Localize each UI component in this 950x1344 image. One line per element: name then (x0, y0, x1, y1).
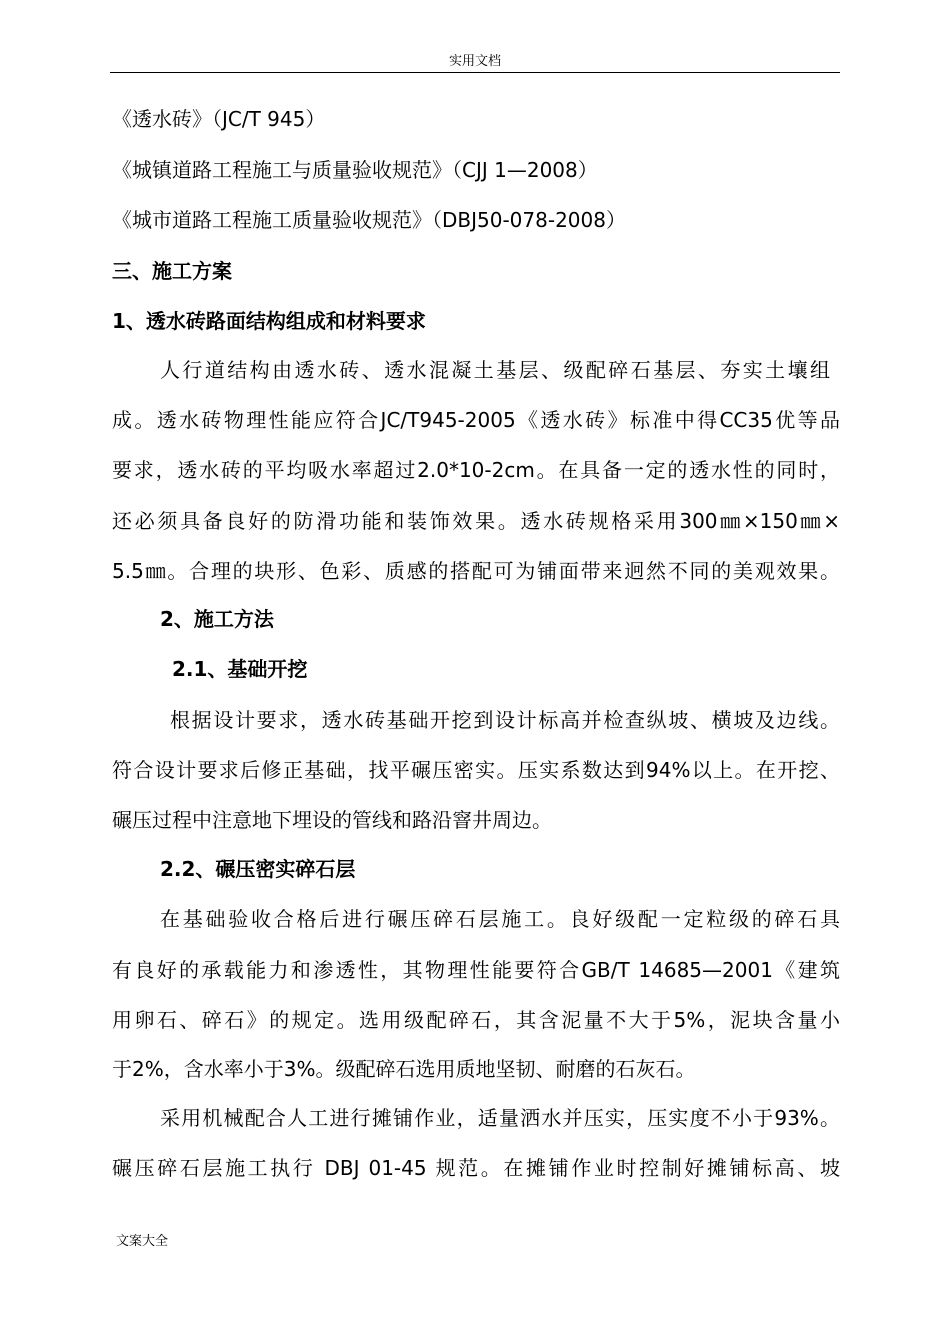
subsection-heading: 1、透水砖路面结构组成和材料要求 (112, 309, 426, 333)
paragraph-line: 采用机械配合人工进行摊铺作业，适量洒水并压实，压实度不小于93%。 (160, 1106, 840, 1130)
paragraph-line: 在基础验收合格后进行碾压碎石层施工。良好级配一定粒级的碎石具 (160, 907, 840, 931)
section-heading: 三、施工方案 (112, 259, 232, 283)
subsection-heading: 2、施工方法 (160, 607, 274, 631)
paragraph-line: 要求，透水砖的平均吸水率超过2.0*10-2cm。在具备一定的透水性的同时， (112, 458, 840, 482)
paragraph-line: 成。透水砖物理性能应符合JC/T945-2005《透水砖》标准中得CC35优等品 (112, 408, 840, 432)
subsection-heading: 2.1、基础开挖 (172, 657, 308, 681)
paragraph-line: 根据设计要求，透水砖基础开挖到设计标高并检查纵坡、横坡及边线。 (170, 708, 840, 732)
reference-line: 《透水砖》（JC/T 945） (112, 107, 326, 131)
paragraph-line: 碾压碎石层施工执行 DBJ 01-45 规范。在摊铺作业时控制好摊铺标高、坡 (112, 1156, 840, 1180)
paragraph-line: 用卵石、碎石》的规定。选用级配碎石，其含泥量不大于5%，泥块含量小 (112, 1008, 840, 1032)
paragraph-line: 还必须具备良好的防滑功能和装饰效果。透水砖规格采用300㎜×150㎜× (112, 509, 840, 533)
paragraph-line: 人行道结构由透水砖、透水混凝土基层、级配碎石基层、夯实土壤组 (160, 358, 830, 382)
subsection-heading: 2.2、碾压密实碎石层 (160, 857, 356, 881)
paragraph-line: 5.5㎜。合理的块形、色彩、质感的搭配可为铺面带来迥然不同的美观效果。 (112, 559, 840, 583)
reference-line: 《城市道路工程施工质量验收规范》（DBJ50-078-2008） (112, 208, 626, 232)
page-header: 实用文档 (110, 54, 840, 73)
paragraph-line: 有良好的承载能力和渗透性，其物理性能要符合GB/T 14685—2001《建筑 (112, 958, 840, 982)
paragraph-line: 符合设计要求后修正基础，找平碾压密实。压实系数达到94%以上。在开挖、 (112, 758, 840, 782)
paragraph-line: 于2%，含水率小于3%。级配碎石选用质地坚韧、耐磨的石灰石。 (112, 1057, 696, 1081)
reference-line: 《城镇道路工程施工与质量验收规范》（CJJ 1—2008） (112, 158, 598, 182)
page-footer: 文案大全 (116, 1234, 169, 1249)
paragraph-line: 碾压过程中注意地下埋设的管线和路沿窨井周边。 (112, 808, 552, 832)
